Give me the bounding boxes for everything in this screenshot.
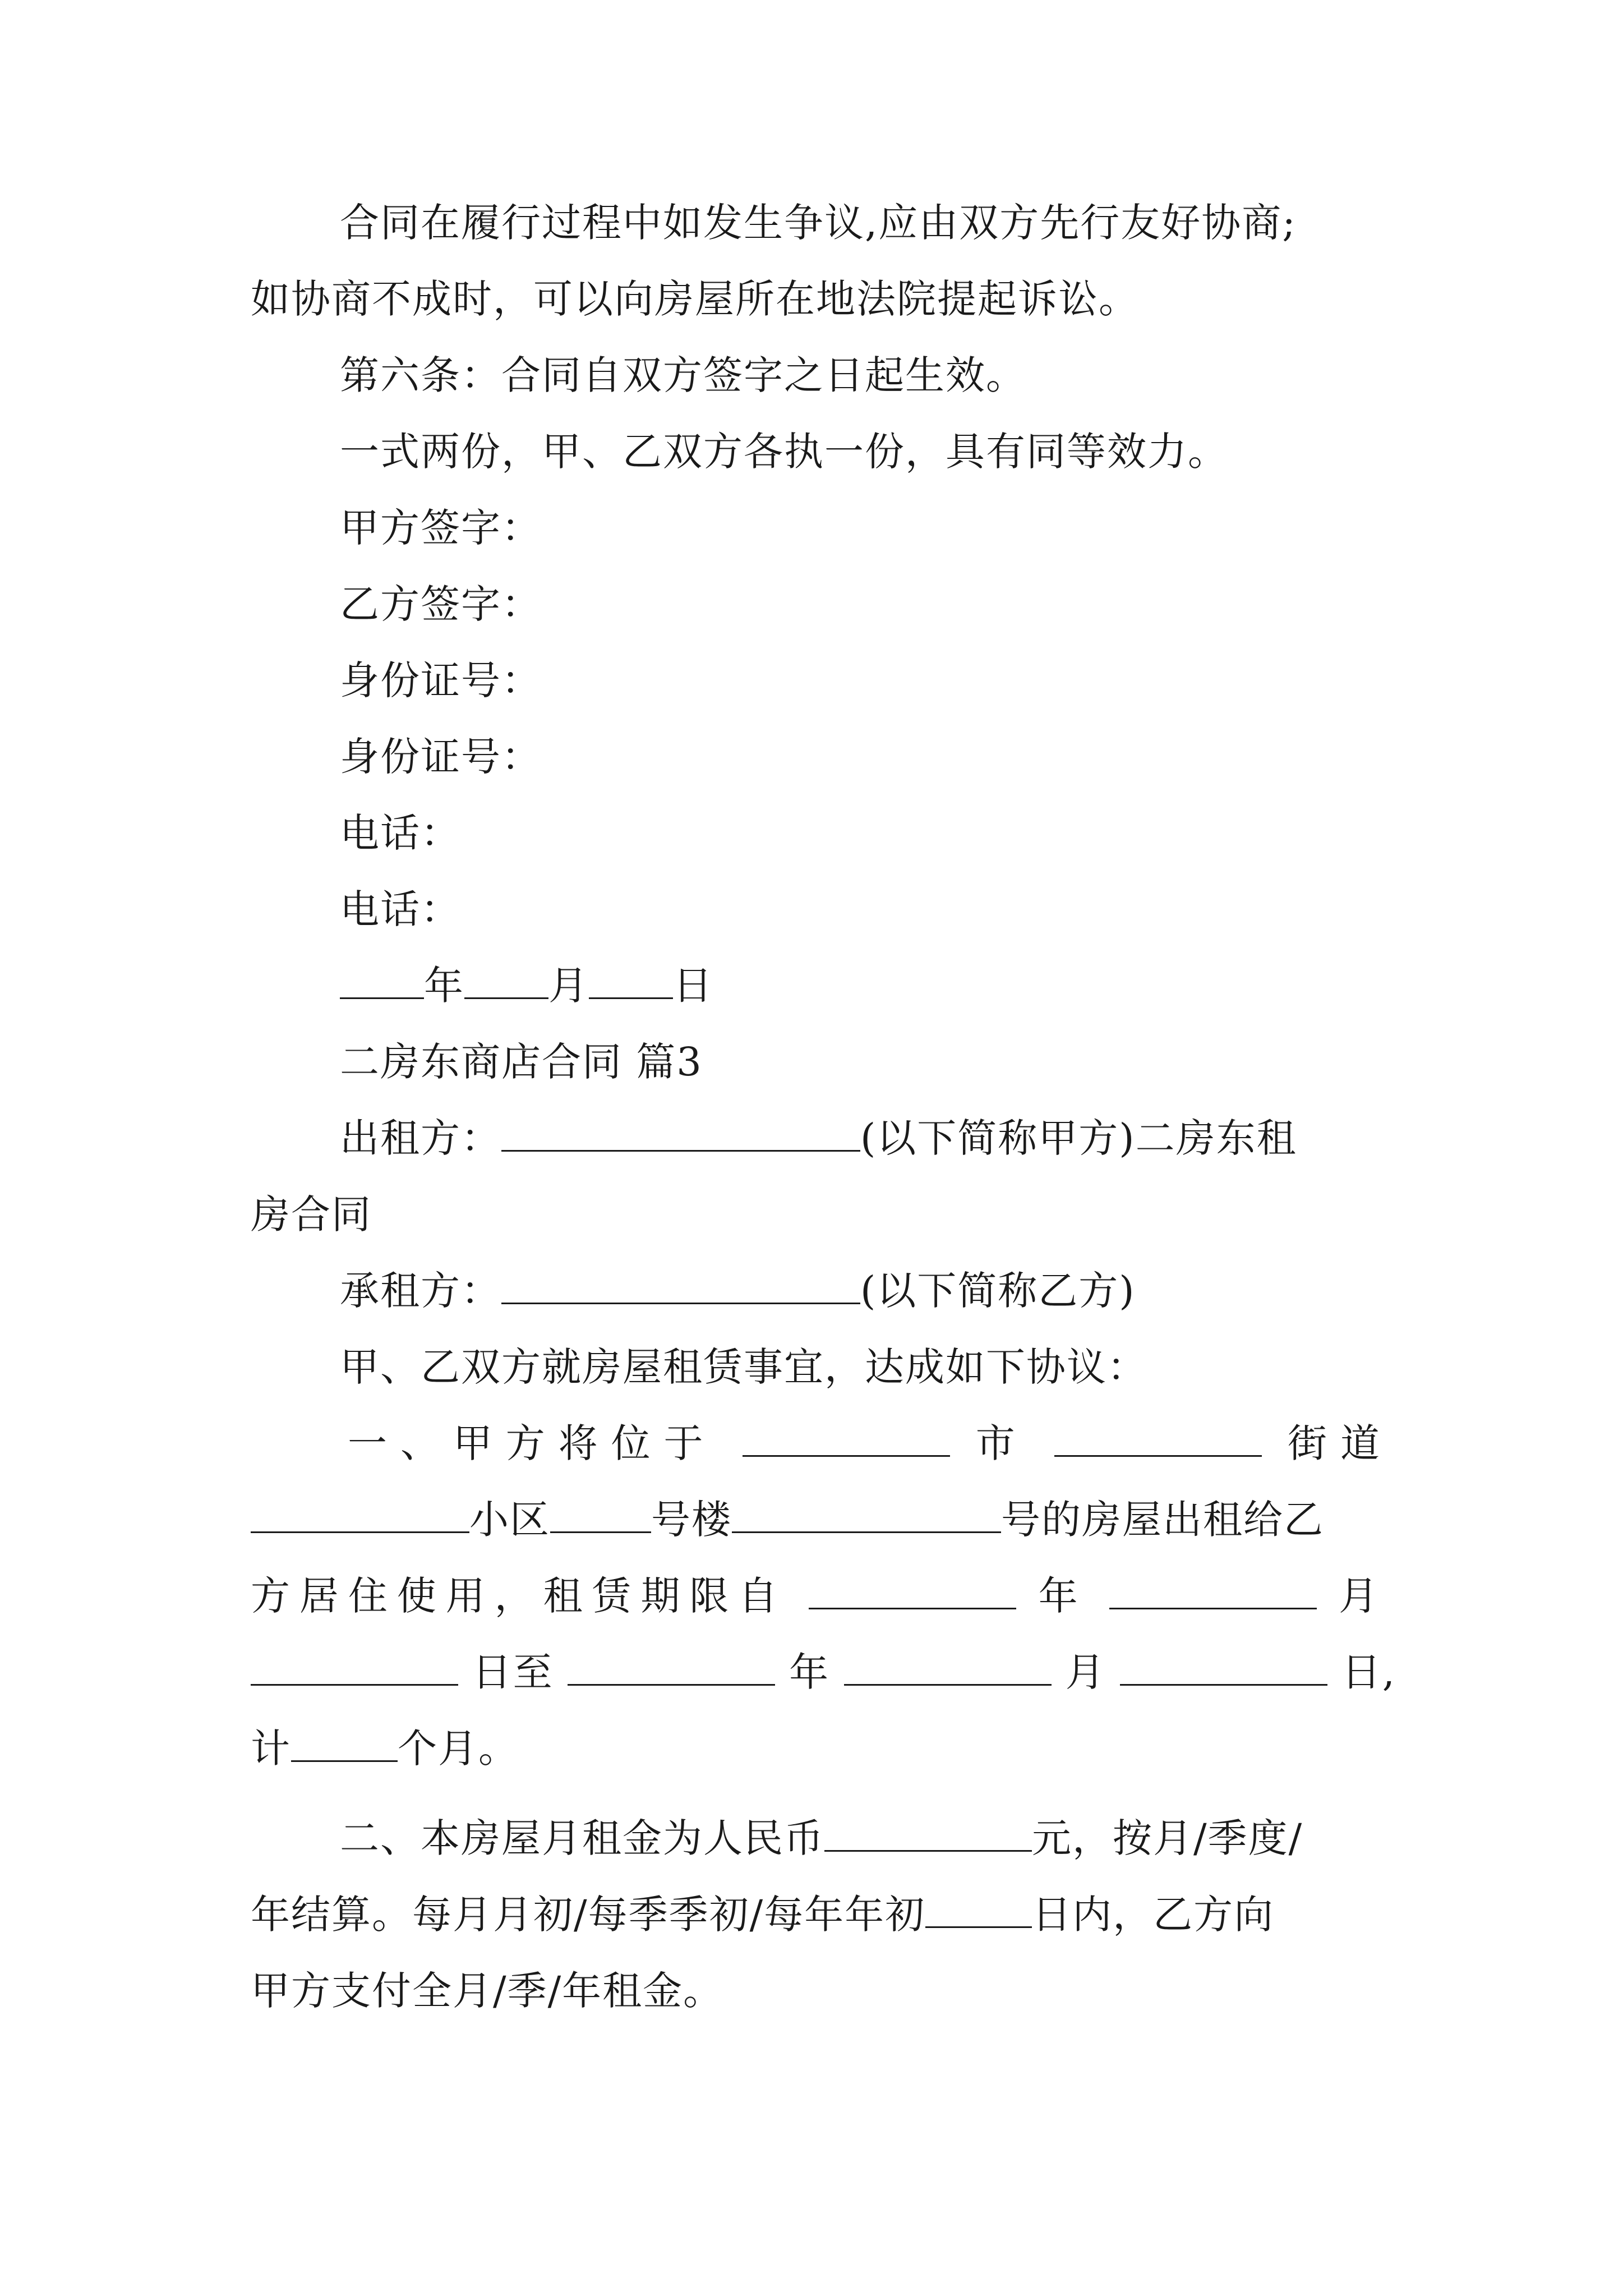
- date-year-label: 年: [424, 963, 464, 1009]
- clause1-community-blank: [251, 1497, 469, 1533]
- clause1-end-year-blank: [568, 1649, 775, 1686]
- clause1-line4: [251, 1647, 1395, 1697]
- clause1-intro: 一、甲方将位于: [348, 1420, 717, 1466]
- clause1-street-blank: [1054, 1420, 1262, 1457]
- clause1-street-label: 街道: [1288, 1420, 1380, 1466]
- clause2-intro: 二、本房屋月租金为人民币: [340, 1815, 824, 1861]
- clause1-end-day-label: 日,: [1341, 1649, 1395, 1695]
- clause2-line1: [340, 1813, 1303, 1864]
- signing-date-line: [340, 960, 713, 1011]
- clause1-start-year-blank: [809, 1573, 1016, 1609]
- lessee-name-blank: [501, 1268, 860, 1304]
- clause2-days-blank: [925, 1892, 1032, 1928]
- lessee-label: 承租方：: [340, 1268, 501, 1314]
- clause2-payment-period: 年结算。每月月初/每季季初/每年年初: [251, 1892, 926, 1938]
- clause1-end-year-label: 年: [789, 1649, 830, 1695]
- clause1-line1: [348, 1418, 1380, 1469]
- lessor-label: 出租方：: [340, 1115, 501, 1161]
- party-b-id-label: 身份证号：: [340, 734, 542, 780]
- date-day-label: 日: [673, 963, 713, 1009]
- lessor-line: [340, 1113, 1297, 1163]
- date-month-label: 月: [548, 963, 589, 1009]
- clause2-rent-blank: [824, 1815, 1032, 1852]
- clause1-line2: [251, 1494, 1324, 1545]
- party-b-signature-label: 乙方签字：: [340, 581, 542, 627]
- paragraph-dispute-line1: 合同在履行过程中如发生争议,应由双方先行友好协商;: [340, 200, 1297, 246]
- clause1-city-blank: [743, 1420, 950, 1457]
- paragraph-copies: 一式两份，甲、乙双方各执一份，具有同等效力。: [340, 429, 1228, 475]
- party-a-signature-label: 甲方签字：: [340, 505, 542, 551]
- clause1-start-year-label: 年: [1038, 1573, 1087, 1619]
- clause1-building-label: 号楼: [651, 1497, 732, 1543]
- party-a-id-label: 身份证号：: [340, 657, 542, 703]
- clause1-end-month-blank: [844, 1649, 1052, 1686]
- clause1-house-blank: [732, 1497, 1001, 1533]
- clause1-day-to-label: 日至: [472, 1649, 554, 1695]
- paragraph-dispute-line2: 如协商不成时，可以向房屋所在地法院提起诉讼。: [251, 276, 1139, 322]
- date-month-blank: [464, 963, 548, 999]
- clause1-end-month-label: 月: [1065, 1649, 1106, 1695]
- clause1-house-label: 号的房屋出租给乙: [1001, 1497, 1324, 1543]
- clause2-line2: [251, 1889, 1274, 1940]
- lessee-suffix: (以下简称乙方): [860, 1268, 1136, 1314]
- clause1-use-label: 方居住使用，租赁期限自: [251, 1573, 787, 1619]
- clause1-start-day-blank: [251, 1649, 458, 1686]
- clause1-start-month-label: 月: [1338, 1573, 1378, 1619]
- paragraph-article6: 第六条：合同自双方签字之日起生效。: [340, 352, 1026, 398]
- clause2-settlement-label: 元，按月/季度/: [1032, 1815, 1303, 1861]
- lessee-line: [340, 1266, 1136, 1316]
- date-year-blank: [340, 963, 424, 999]
- clause1-line5: [251, 1723, 519, 1774]
- clause1-total-label: 计: [251, 1726, 291, 1772]
- party-b-phone-label: 电话：: [340, 886, 461, 932]
- clause1-community-label: 小区: [469, 1497, 550, 1543]
- clause1-building-blank: [550, 1497, 651, 1533]
- clause1-months-blank: [291, 1726, 398, 1762]
- clause1-end-day-blank: [1120, 1649, 1327, 1686]
- clause1-city-label: 市: [975, 1420, 1029, 1466]
- section-title: 二房东商店合同 篇3: [340, 1039, 703, 1085]
- lessor-name-blank: [501, 1115, 860, 1152]
- clause2-payment-suffix: 日内，乙方向: [1032, 1892, 1275, 1938]
- clause1-months-label: 个月。: [398, 1726, 519, 1772]
- clause1-start-month-blank: [1109, 1573, 1317, 1609]
- party-a-phone-label: 电话：: [340, 810, 461, 856]
- lessor-suffix: (以下简称甲方)二房东租: [860, 1115, 1297, 1161]
- clause1-line3: [251, 1571, 1378, 1621]
- date-day-blank: [589, 963, 673, 999]
- agreement-intro: 甲、乙双方就房屋租赁事宜，达成如下协议：: [340, 1344, 1147, 1390]
- lessor-line-cont: 房合同: [251, 1191, 372, 1237]
- clause2-line3: 甲方支付全月/季/年租金。: [251, 1968, 724, 2014]
